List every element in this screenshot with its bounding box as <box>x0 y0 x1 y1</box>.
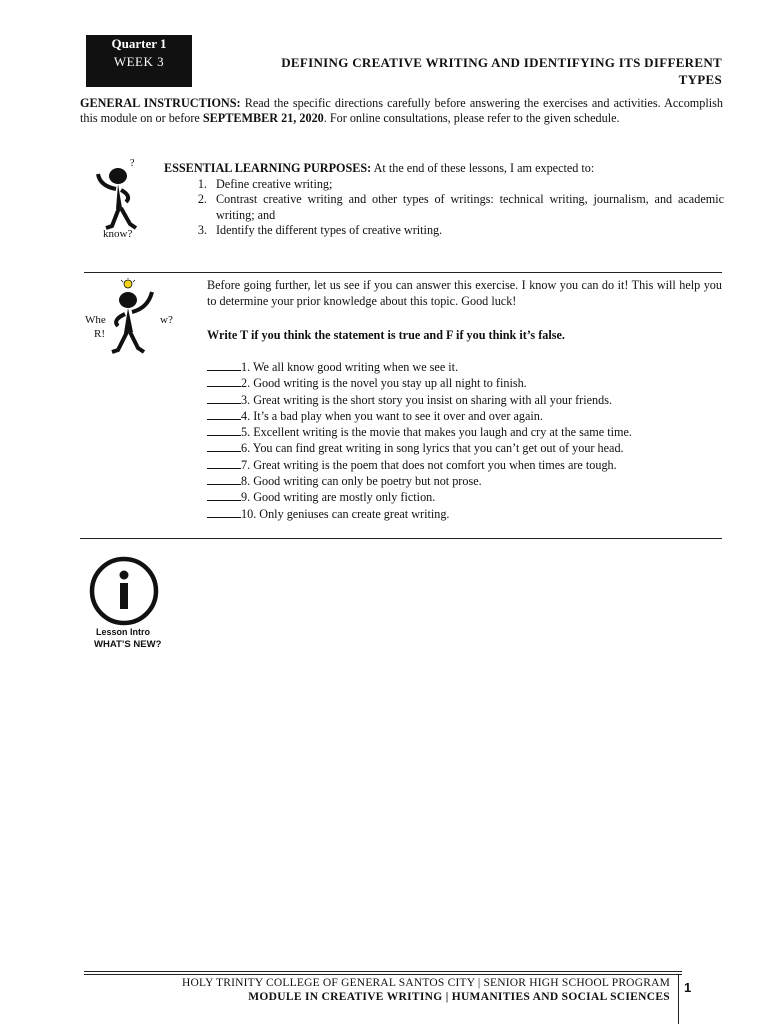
general-instructions-text-2: . For online consultations, please refer to the given schedule. <box>323 111 620 125</box>
section-divider <box>80 538 722 539</box>
title-line-1: DEFINING CREATIVE WRITING AND IDENTIFYING ITS DIFFERENT <box>281 55 722 70</box>
pretest-instruction: Write T if you think the statement is true and F if you think it’s false. <box>207 328 565 342</box>
whats-new-label: WHAT’S NEW? <box>94 639 162 650</box>
page-title <box>210 54 722 88</box>
item-text: 4. It’s a bad play when you want to see it over and over again. <box>241 408 543 423</box>
list-item <box>207 392 722 408</box>
footer-module: MODULE IN CREATIVE WRITING | HUMANITIES AND SOCIAL SCIENCES <box>248 991 670 1003</box>
list-item <box>207 440 722 456</box>
list-item <box>207 424 722 440</box>
answer-blank[interactable] <box>207 408 241 420</box>
elp-intro: At the end of these lessons, I am expected to: <box>371 161 595 175</box>
list-item <box>207 408 722 424</box>
footer-school: HOLY TRINITY COLLEGE OF GENERAL SANTOS CITY | SENIOR HIGH SCHOOL PROGRAM <box>181 977 670 989</box>
list-item <box>207 506 722 522</box>
item-text: 6. You can find great writing in song lyrics that you can’t get out of your head. <box>241 441 624 456</box>
footer-divider <box>678 975 679 1024</box>
figure-label-left: Whe <box>85 314 106 326</box>
answer-blank[interactable] <box>207 473 241 485</box>
item-text: 10. Only geniuses can create great writing. <box>241 506 450 521</box>
answer-blank[interactable] <box>207 359 241 371</box>
svg-text:?: ? <box>130 158 135 169</box>
item-text: 9. Good writing are mostly only fiction. <box>241 490 436 505</box>
elp-label: ESSENTIAL LEARNING PURPOSES: <box>164 161 372 175</box>
quarter-label: Quarter 1 <box>111 36 167 51</box>
item-text: 1. We all know good writing when we see it. <box>241 360 459 374</box>
list-item <box>207 457 722 473</box>
item-text: 8. Good writing can only be poetry but not prose. <box>241 474 482 489</box>
list-item <box>207 359 722 375</box>
answer-blank[interactable] <box>207 506 241 518</box>
footer-rule <box>84 974 682 975</box>
list-item <box>207 375 722 391</box>
elp-list <box>164 177 724 239</box>
answer-blank[interactable] <box>207 392 241 404</box>
quarter-week-box <box>86 35 192 87</box>
elp-item: 1. Define creative writing; <box>210 177 724 193</box>
list-item <box>207 473 722 489</box>
page-number: 1 <box>684 980 692 995</box>
title-line-2: TYPES <box>678 72 722 87</box>
answer-blank[interactable] <box>207 375 241 387</box>
figure-label-bottom: R! <box>94 328 105 340</box>
item-text: 3. Great writing is the short story you insist on sharing with all your friends. <box>241 392 612 407</box>
elp-heading <box>164 161 724 177</box>
pretest-items <box>207 359 722 522</box>
lightbulb-person-icon <box>108 278 168 358</box>
answer-blank[interactable] <box>207 489 241 501</box>
general-instructions <box>80 96 723 126</box>
essential-learning-purposes <box>164 161 724 239</box>
pretest-intro: Before going further, let us see if you can answer this exercise. I know you can do it! This will help you to determine your prior knowledge about this topic. Good luck! <box>207 278 722 308</box>
footer-rule <box>84 971 682 972</box>
item-text: 5. Excellent writing is the movie that makes you laugh and cry at the same time. <box>241 425 632 440</box>
lesson-intro-label: Lesson Intro <box>96 627 151 637</box>
figure-caption: know? <box>103 228 133 240</box>
list-item <box>207 489 722 505</box>
answer-blank[interactable] <box>207 457 241 469</box>
figure-label-right: w? <box>160 314 173 326</box>
info-icon <box>88 555 160 627</box>
answer-blank[interactable] <box>207 424 241 436</box>
elp-item: 2. Contrast creative writing and other types of writings: technical writing, journalism, and academic writing; and <box>210 192 724 223</box>
answer-blank[interactable] <box>207 440 241 452</box>
week-label: WEEK 3 <box>113 54 165 69</box>
item-text: 2. Good writing is the novel you stay up all night to finish. <box>241 376 527 391</box>
elp-item: 3. Identify the different types of creative writing. <box>210 223 724 239</box>
deadline-date: SEPTEMBER 21, 2020 <box>202 111 324 125</box>
section-divider <box>84 272 722 273</box>
general-instructions-label: GENERAL INSTRUCTIONS: <box>80 96 241 110</box>
general-instructions-text-1: Read the specific directions carefully before answering the exercises and activities. Accomplish this module on or before <box>80 96 723 125</box>
item-text: 7. Great writing is the poem that does not comfort you when times are tough. <box>241 457 617 472</box>
